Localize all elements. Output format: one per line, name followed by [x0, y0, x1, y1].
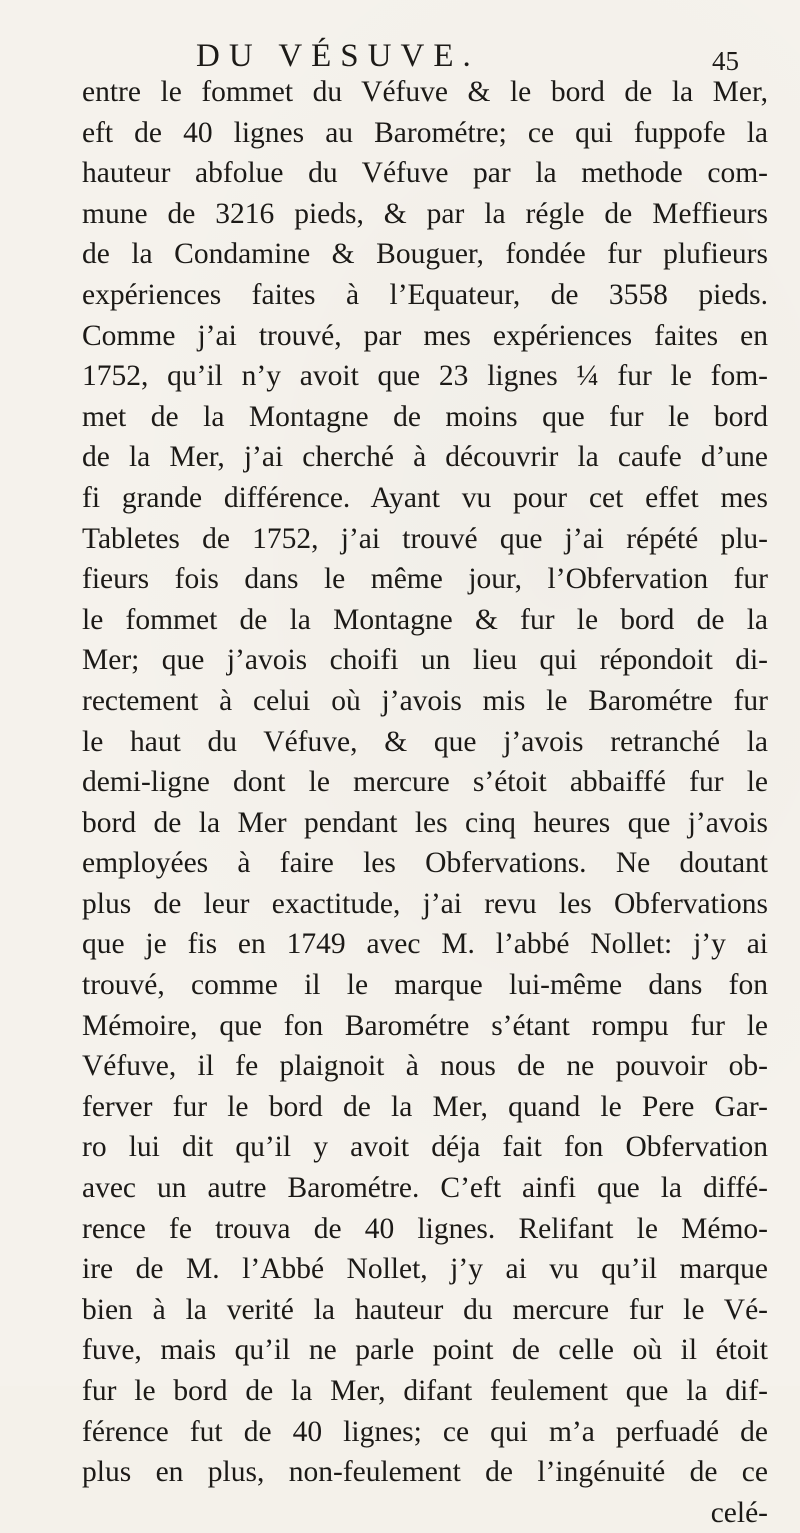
text-line: ferver fur le bord de la Mer, quand le Pere Gar-	[82, 1090, 768, 1123]
text-line: trouvé, comme il le marque lui-même dans fon	[82, 969, 768, 1002]
text-line: fuve, mais qu’il ne parle point de celle où il étoit	[82, 1334, 768, 1367]
text-line: Véfuve, il fe plaignoit à nous de ne pouvoir ob-	[82, 1050, 768, 1083]
text-line: rectement à celui où j’avois mis le Barométre fur	[82, 684, 768, 717]
running-title: DU VÉSUVE.	[196, 38, 480, 74]
text-line: fi grande différence. Ayant vu pour cet effet mes	[82, 481, 768, 514]
text-line: bord de la Mer pendant les cinq heures que j’avois	[82, 806, 768, 839]
text-line: ire de M. l’Abbé Nollet, j’y ai vu qu’il marque	[82, 1253, 768, 1286]
text-line: 1752, qu’il n’y avoit que 23 lignes ¼ fur le fom-	[82, 360, 768, 393]
text-line: ro lui dit qu’il y avoit déja fait fon Obfervation	[82, 1131, 768, 1164]
catchword: celé-	[710, 1496, 768, 1529]
text-line: entre le fommet du Véfuve & le bord de la Mer,	[82, 76, 768, 108]
page-number: 45	[712, 46, 739, 76]
text-line: plus de leur exactitude, j’ai revu les Obfervations	[82, 887, 768, 920]
text-line: bien à la verité la hauteur du mercure fur le Vé-	[82, 1293, 768, 1326]
text-line: de la Condamine & Bouguer, fondée fur plufieurs	[82, 238, 768, 271]
text-line: demi-ligne dont le mercure s’étoit abbaiffé fur le	[82, 766, 768, 799]
body-text	[82, 72, 768, 1533]
text-line: fur le bord de la Mer, difant feulement que la dif-	[82, 1375, 768, 1407]
text-line: Tabletes de 1752, j’ai trouvé que j’ai répété plu-	[82, 522, 768, 555]
text-line: employées à faire les Obfervations. Ne doutant	[82, 847, 768, 880]
text-line: hauteur abfolue du Véfuve par la methode com-	[82, 157, 768, 190]
text-line: Comme j’ai trouvé, par mes expériences faites en	[82, 319, 768, 352]
text-line: plus en plus, non-feulement de l’ingénuité de ce	[82, 1456, 768, 1489]
text-line: rence fe trouva de 40 lignes. Relifant le Mémo-	[82, 1212, 768, 1245]
text-line: férence fut de 40 lignes; ce qui m’a perfuadé de	[82, 1415, 768, 1448]
text-line: de la Mer, j’ai cherché à découvrir la caufe d’une	[82, 441, 768, 474]
text-line: Mer; que j’avois choifi un lieu qui répondoit di-	[82, 644, 768, 677]
text-line: Mémoire, que fon Barométre s’étant rompu fur le	[82, 1009, 768, 1042]
text-line: expériences faites à l’Equateur, de 3558 pieds.	[82, 278, 768, 311]
text-line: le haut du Véfuve, & que j’avois retranché la	[82, 725, 768, 758]
text-line: met de la Montagne de moins que fur le bord	[82, 400, 768, 433]
text-line: fieurs fois dans le même jour, l’Obfervation fur	[82, 563, 768, 596]
text-line: avec un autre Barométre. C’eft ainfi que la diffé-	[82, 1172, 768, 1205]
text-line: eft de 40 lignes au Barométre; ce qui fuppofe la	[82, 116, 768, 149]
text-line: le fommet de la Montagne & fur le bord de la	[82, 603, 768, 636]
text-line: que je fis en 1749 avec M. l’abbé Nollet: j’y ai	[82, 928, 768, 961]
text-line: mune de 3216 pieds, & par la régle de Meffieurs	[82, 197, 768, 230]
